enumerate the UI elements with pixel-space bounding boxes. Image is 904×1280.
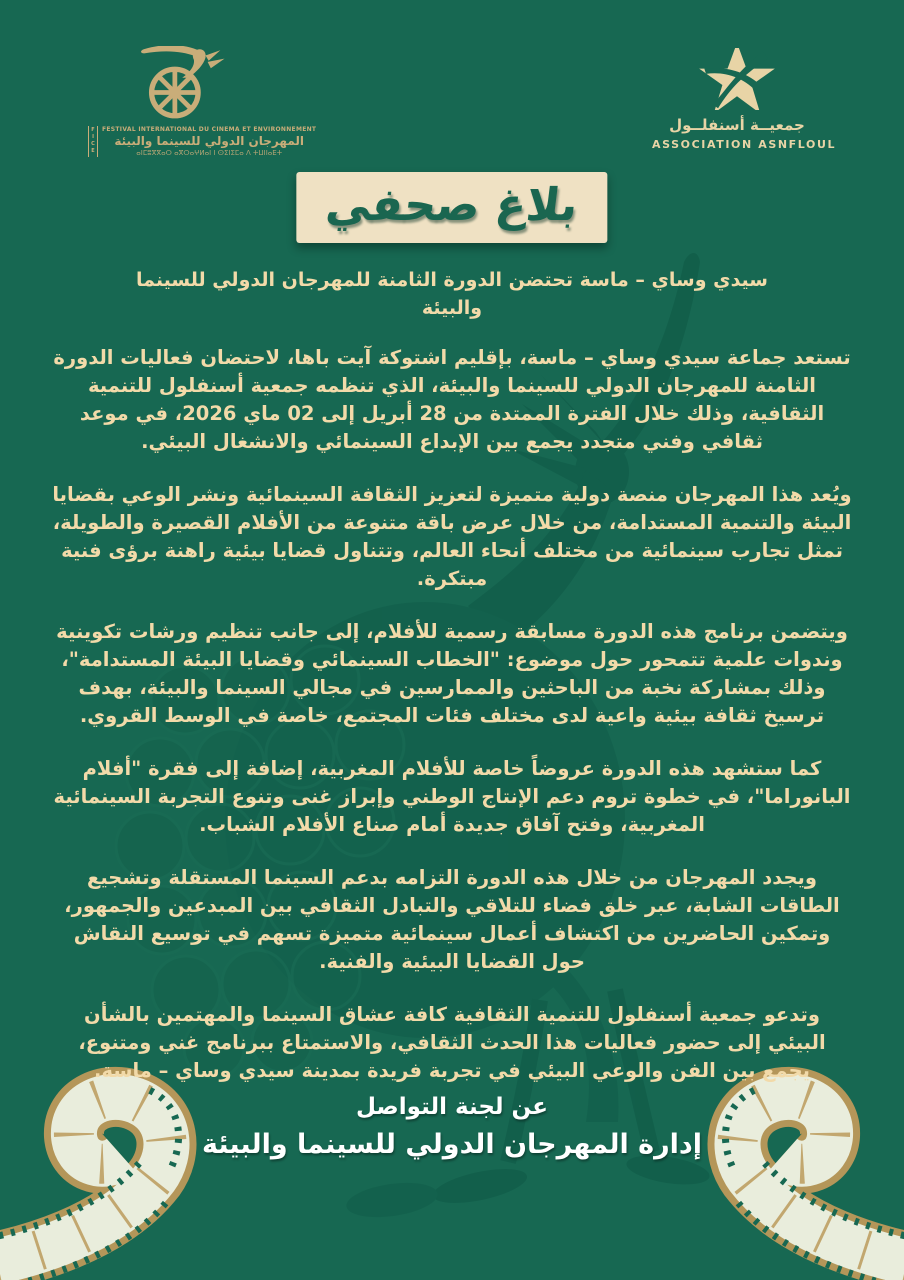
association-name-arabic: جمعيــة أسنفلــول xyxy=(669,116,805,134)
press-release-body xyxy=(52,266,852,1110)
festival-ibis-reel-icon xyxy=(88,46,303,124)
signature-festival-administration: إدارة المهرجان الدولي للسينما والبيئة xyxy=(202,1129,702,1160)
signature-block xyxy=(0,1094,904,1160)
signature-committee: عن لجنة التواصل xyxy=(356,1094,548,1120)
press-release-banner xyxy=(296,172,607,243)
paragraph-2: ويُعد هذا المهرجان منصة دولية متميزة لتعزيز الثقافة السينمائية ونشر الوعي بقضايا البيئة والتنمية المستدامة، من خلال عرض باقة متنوعة من الأفلام القصيرة والطويلة، تمثل تجارب سينمائية من مختلف أنحاء العالم، وتتناول قضايا بيئية راهنة برؤى فنية مبتكرة. xyxy=(52,483,852,590)
association-logo xyxy=(652,48,837,151)
festival-acronym: FICE xyxy=(90,127,96,155)
festival-title-french: FESTIVAL INTERNATIONAL DU CINEMA ET ENVIRONNEMENT xyxy=(102,126,317,133)
festival-logo xyxy=(88,46,317,157)
paragraph-4: كما ستشهد هذه الدورة عروضاً خاصة للأفلام المغربية، إضافة إلى فقرة "أفلام البانوراما"، في خطوة تروم دعم الإنتاج الوطني وإبراز غنى وتنوع التجربة السينمائية المغربية، وفتح آفاق جديدة أمام صناع الأفلام الشباب. xyxy=(53,757,851,836)
paragraph-1: تستعد جماعة سيدي وساي – ماسة، بإقليم اشتوكة آيت باها، لاحتضان فعاليات الدورة الثامنة للمهرجان الدولي للسينما والبيئة، الذي تنظمه جمعية أسنفلول للتنمية الثقافية، وذلك خلال الفترة الممتدة من 28 أبريل إلى 02 ماي 2026، في موعد ثقافي وفني متجدد يجمع بين الإبداع السينمائي والانشغال البيئي. xyxy=(53,346,851,453)
festival-title-arabic: المهرجان الدولي للسينما والبيئة xyxy=(114,134,304,148)
banner-title: بلاغ صحفي xyxy=(323,178,581,231)
festival-title-tifinagh: ⴰⵏⵎⵓⴳⴳⴰⵔ ⴰⴳⵔⴰⵖⵍⴰⵏ ⵏ ⵙⵉⵏⵉⵎⴰ ⴷ ⵜⵡⵏⵏⴰⴹⵜ xyxy=(136,149,283,157)
association-star-icon xyxy=(652,48,822,114)
press-release-subtitle: سيدي وساي – ماسة تحتضن الدورة الثامنة للمهرجان الدولي للسينما والبيئة xyxy=(135,269,768,319)
paragraph-3: ويتضمن برنامج هذه الدورة مسابقة رسمية للأفلام، إلى جانب تنظيم ورشات تكوينية وندوات علمية تتمحور حول موضوع: "الخطاب السينمائي وقضايا البيئة المستدامة"، وذلك بمشاركة نخبة من الباحثين والممارسين في مجالي السينما والبيئة، بهدف ترسيخ ثقافة بيئية واعية لدى مختلف فئات المجتمع، خاصة في الوسط القروي. xyxy=(56,620,848,727)
association-name-english: ASSOCIATION ASNFLOUL xyxy=(652,138,837,151)
paragraph-5: ويجدد المهرجان من خلال هذه الدورة التزامه بدعم السينما المستقلة وتشجيع الطاقات الشابة، عبر خلق فضاء للتلاقي والتبادل الثقافي بين المبدعين والجمهور، وتمكين الحاضرين من اكتشاف أعمال سينمائية متميزة تسهم في توسيع النقاش حول القضايا البيئية والفنية. xyxy=(64,866,840,973)
paragraph-6: وتدعو جمعية أسنفلول للتنمية الثقافية كافة عشاق السينما والمهتمين بالشأن البيئي إلى حضور فعاليات هذا الحدث الثقافي، والاستمتاع ببرنامج غني ومتنوع، يجمع بين الفن والوعي البيئي في تجربة فريدة بمدينة سيدي وساي – ماسة. xyxy=(78,1003,826,1082)
